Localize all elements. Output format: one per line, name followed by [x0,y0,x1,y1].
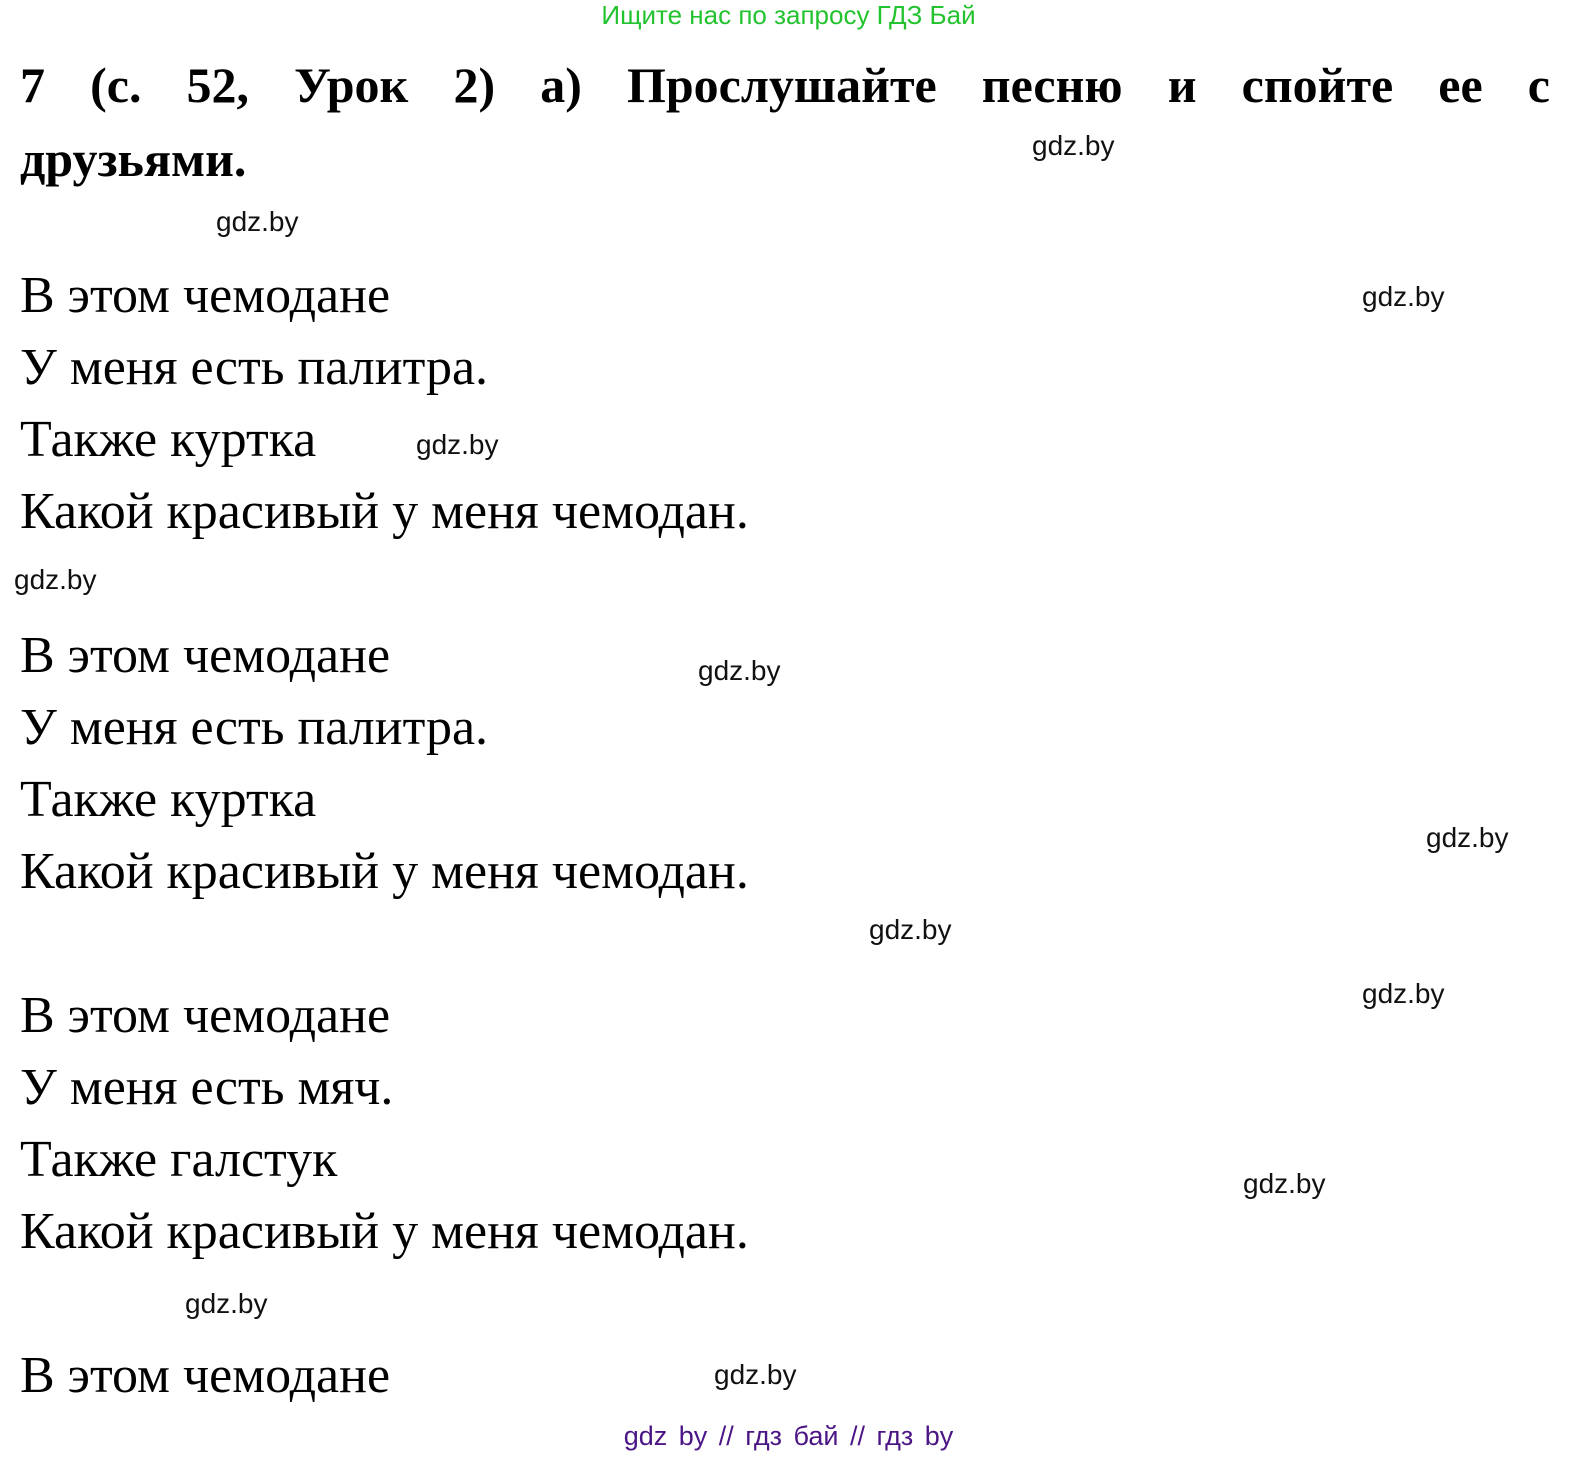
watermark: gdz.by [1243,1168,1326,1199]
exercise-heading [20,48,1550,196]
verse-2-line-4: Какой красивый у меня чемодан. [20,843,749,900]
watermark: gdz.by [185,1288,268,1319]
verse-3-line-2: У меня есть мяч. [20,1059,394,1116]
watermark: gdz.by [869,914,952,945]
verse-1-line-1: В этом чемодане [20,267,391,324]
heading-line-1: 7 (с. 52, Урок 2) а) Прослушайте песню и спойте ее с [20,57,1550,113]
watermark: gdz.by [1362,281,1445,312]
watermark: gdz.by [1426,822,1509,853]
footer-links[interactable]: gdz by // гдз бай // гдз by [623,1421,954,1451]
verse-3-line-1: В этом чемодане [20,987,391,1044]
verse-2-line-3: Также куртка [20,771,317,828]
watermark: gdz.by [1032,130,1115,161]
verse-3-line-3: Также галстук [20,1131,338,1188]
watermark: gdz.by [14,564,97,595]
watermark: gdz.by [1362,978,1445,1009]
heading-line-2: друзьями. [20,131,247,187]
verse-1-line-4: Какой красивый у меня чемодан. [20,483,749,540]
watermark: gdz.by [416,429,499,460]
watermark: gdz.by [216,206,299,237]
watermark: gdz.by [698,655,781,686]
watermark: gdz.by [714,1359,797,1390]
verse-2-line-1: В этом чемодане [20,627,391,684]
verse-1-line-3: Также куртка [20,411,317,468]
verse-4-line-1: В этом чемодане [20,1347,391,1404]
verse-1-line-2: У меня есть палитра. [20,339,489,396]
verse-3-line-4: Какой красивый у меня чемодан. [20,1203,749,1260]
verse-2-line-2: У меня есть палитра. [20,699,489,756]
top-banner[interactable]: Ищите нас по запросу ГДЗ Бай [601,0,976,30]
